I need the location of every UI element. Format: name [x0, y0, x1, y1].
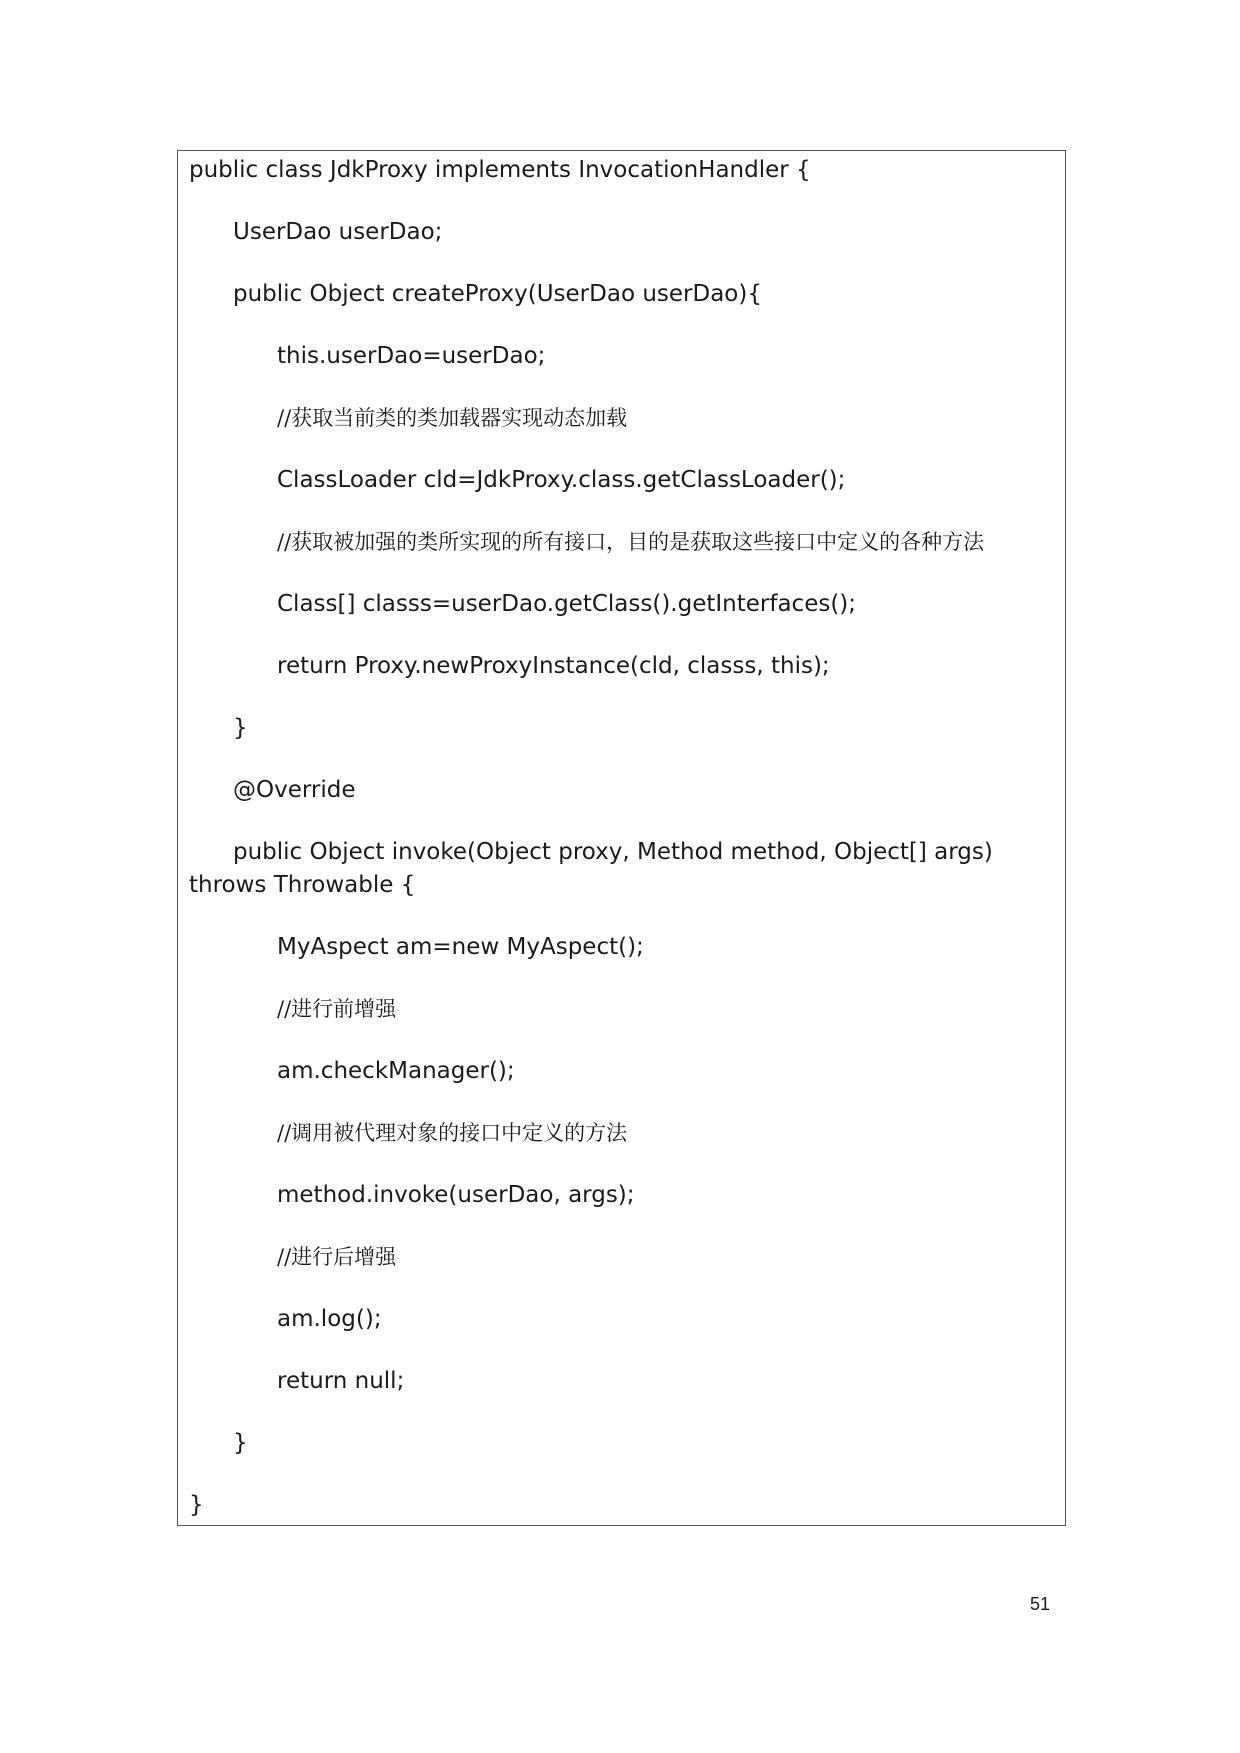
code-line: ClassLoader cld=JdkProxy.class.getClassLoader();	[277, 467, 846, 493]
code-line: }	[233, 1430, 248, 1456]
code-line: public class JdkProxy implements InvocationHandler {	[189, 157, 811, 183]
code-line: method.invoke(userDao, args);	[277, 1182, 635, 1208]
code-line: return null;	[277, 1368, 405, 1394]
code-listing	[177, 150, 1066, 1526]
code-line: am.log();	[277, 1306, 382, 1332]
code-line: MyAspect am=new MyAspect();	[277, 934, 644, 960]
code-line: @Override	[233, 777, 356, 803]
code-comment: //进行后增强	[277, 1245, 397, 1269]
code-line: public Object createProxy(UserDao userDao){	[233, 281, 762, 307]
code-line: public Object invoke(Object proxy, Method method, Object[] args) throws Throwable {	[189, 839, 993, 898]
code-comment: //获取当前类的类加载器实现动态加载	[277, 406, 628, 430]
page-number: 51	[1030, 1594, 1051, 1614]
code-comment: //进行前增强	[277, 997, 397, 1021]
code-line: }	[233, 715, 248, 741]
code-comment: //获取被加强的类所实现的所有接口，目的是获取这些接口中定义的各种方法	[277, 530, 985, 554]
code-line: return Proxy.newProxyInstance(cld, classs, this);	[277, 653, 830, 679]
code-line: am.checkManager();	[277, 1058, 515, 1084]
code-line: this.userDao=userDao;	[277, 343, 546, 369]
code-line: Class[] classs=userDao.getClass().getInterfaces();	[277, 591, 857, 617]
code-line: UserDao userDao;	[233, 219, 443, 245]
code-line: }	[189, 1492, 204, 1518]
code-comment: //调用被代理对象的接口中定义的方法	[277, 1121, 628, 1145]
